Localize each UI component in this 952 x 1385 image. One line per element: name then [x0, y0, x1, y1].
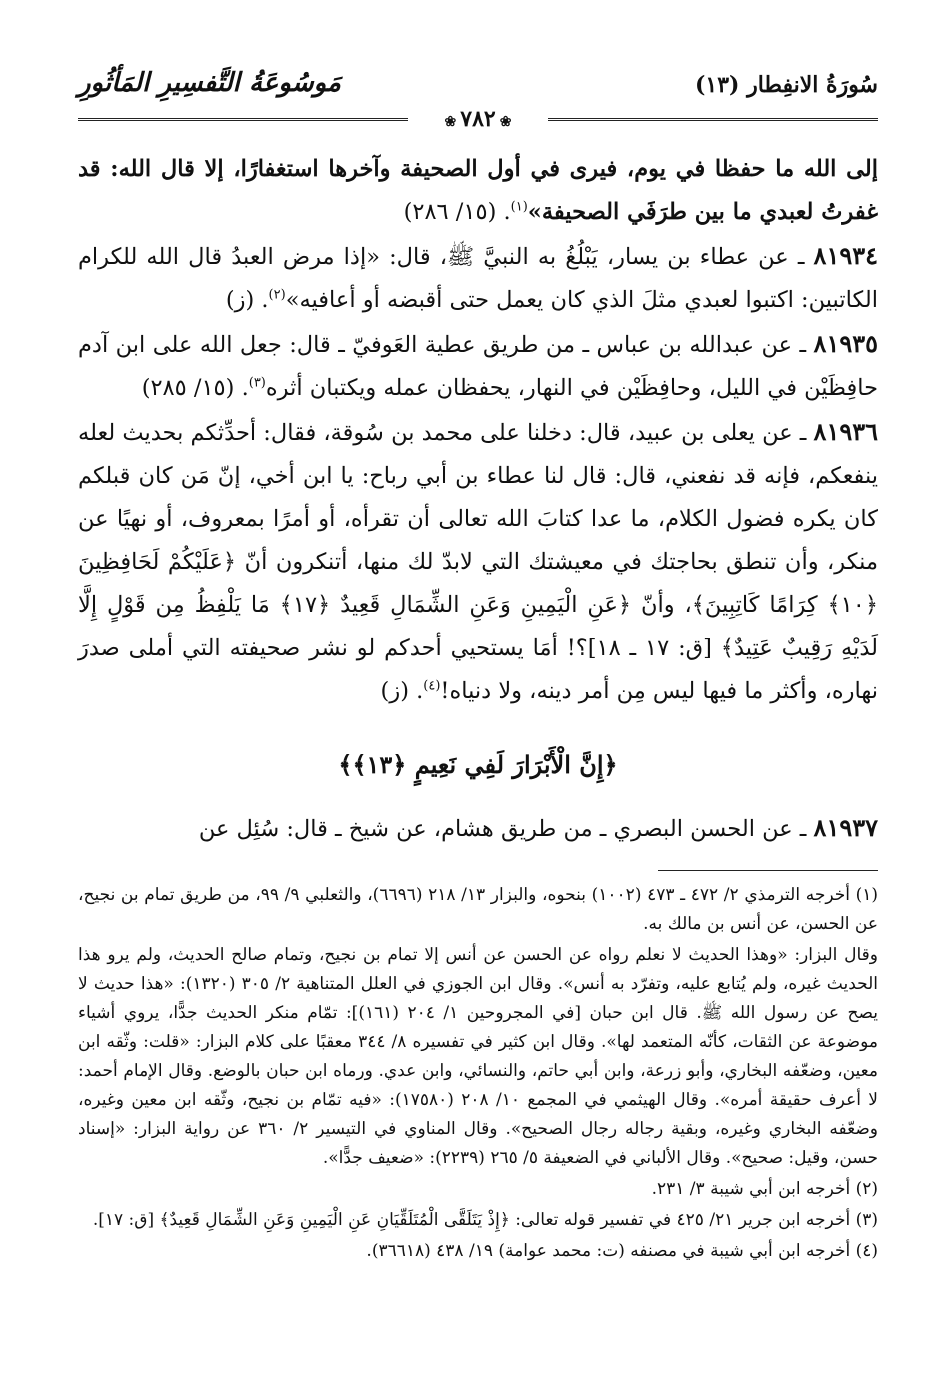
footnote-ref[interactable]: (١): [510, 199, 528, 215]
paragraph: [78, 234, 878, 322]
paragraph-text: إلى الله ما حفظا في يوم، فيرى في أول الصحيفة وآخرها استغفارًا، إلا قال الله: قد غفرتُ لعبدي ما بين طرَفَي الصحيفة»: [78, 156, 878, 225]
page: [78, 60, 879, 1261]
page-header: [78, 60, 878, 132]
footnote: (١) أخرجه الترمذي ٢/ ٤٧٢ ـ ٤٧٣ (١٠٠٢) بنحوه، والبزار ١٣/ ٢١٨ (٦٦٩٦)، والثعلبي ٩/ ٩٩، من طريق تمام بن نجيح، عن الحسن، عن أنس بن مالك به.: [78, 885, 878, 934]
hadith-number: ٨١٩٣٥: [813, 329, 878, 358]
hadith-number: ٨١٩٣٧: [813, 813, 878, 842]
footnote-ref[interactable]: (٤): [423, 678, 441, 694]
surah-title: سُورَةُ الانفِطار (١٣): [694, 72, 878, 98]
paragraph: [78, 148, 878, 234]
footnote-separator: [658, 870, 878, 871]
paragraph-tail: . (١٥/ ٢٨٥): [141, 375, 249, 401]
footnotes: [78, 870, 878, 1268]
paragraph-tail: . (ز): [225, 287, 269, 313]
paragraph-text: ـ عن يعلى بن عبيد، قال: دخلنا على محمد بن سُوقة، فقال: أحدِّثكم بحديث لعله ينفعكم، فإنه قد نفعني، قال: قال لنا عطاء بن أبي رباح: يا ابن أخي، إنّ مَن كان قبلكم كان يكره فضول الكلام، ما عدا كتابَ الله تعالى أن تقرأه، أو أمرًا بمعروف، أو نهيًا عن منكر، وأن تنطق بحاجتك في معيشتك التي لابدّ لك منها، أتنكرون أنّ ﴿عَلَيْكُمْ لَحَافِظِينَ ﴿١٠﴾ كِرَامًا كَاتِبِينَ﴾، وأنّ ﴿عَنِ الْيَمِينِ وَعَنِ الشِّمَالِ قَعِيدٌ ﴿١٧﴾ مَا يَلْفِظُ مِن قَوْلٍ إِلَّا لَدَيْهِ رَقِيبٌ عَتِيدٌ﴾ [ق: ١٧ ـ ١٨]؟! أمَا يستحيي أحدكم لو نشر صحيفته التي أملى صدرَ نهاره، وأكثر ما فيها ليس مِن أمر دينه، ولا دنياه!: [78, 420, 879, 704]
header-rule-right: [548, 118, 878, 121]
paragraph-text: ـ عن عطاء بن يسار، يَبْلُغُ به النبيَّ ﷺ، قال: «إذا مرض العبدُ قال الله للكرام الكاتبين: اكتبوا لعبدي مثلَ الذي كان يعمل حتى أقبضه أو أعافيه»: [78, 244, 878, 313]
ornament-icon: ❀: [499, 114, 512, 130]
paragraph-tail: . (١٥/ ٢٨٦): [403, 199, 511, 225]
paragraph-text: ـ عن عبدالله بن عباس ـ من طريق عطية العَوفيّ ـ قال: جعل الله على ابن آدم حافِظَيْن في الليل، وحافِظَيْن في النهار، يحفظان عمله ويكتبان أثره: [78, 332, 878, 401]
verse-heading: ﴿إِنَّ الْأَبْرَارَ لَفِي نَعِيمٍ ﴿١٣﴾﴾: [338, 750, 618, 779]
ornament-icon: ❀: [444, 114, 457, 130]
hadith-number: ٨١٩٣٦: [813, 417, 878, 446]
page-number-text: ٧٨٢: [460, 106, 496, 132]
footnote: (٤) أخرجه ابن أبي شيبة في مصنفه (ت: محمد عوامة) ١٩/ ٤٣٨ (٣٦٦١٨).: [366, 1241, 878, 1261]
page-number: [423, 106, 533, 132]
paragraph: [78, 410, 878, 713]
paragraph: [78, 806, 878, 851]
paragraph-text: ـ عن الحسن البصري ـ من طريق هشام، عن شيخ ـ قال: سُئِل عن: [198, 816, 814, 842]
book-title: مَوسُوعَةُ التَّفسِيرِ المَأثُورِ: [78, 68, 341, 98]
footnote: (٢) أخرجه ابن أبي شيبة ٣/ ٢٣١.: [651, 1179, 878, 1199]
footnote-ref[interactable]: (٣): [248, 375, 266, 391]
footnote-ref[interactable]: (٢): [268, 287, 286, 303]
header-rule-left: [78, 118, 408, 121]
footnote: (٣) أخرجه ابن جرير ٢١/ ٤٢٥ في تفسير قوله تعالى: ﴿إِذْ يَتَلَقَّى الْمُتَلَقِّيَانِ عَنِ الْيَمِينِ وَعَنِ الشِّمَالِ قَعِيدٌ﴾ [ق: ١٧].: [92, 1210, 878, 1230]
hadith-number: ٨١٩٣٤: [813, 241, 878, 270]
main-text: [78, 148, 878, 851]
paragraph-tail: . (ز): [380, 678, 424, 704]
footnote: وقال البزار: «وهذا الحديث لا نعلم رواه عن الحسن عن أنس إلا تمام بن نجيح، وتمام صالح الحديث، ولم يرو هذا الحديث غيره، ولم يُتابع عليه، وتفرّد به أنس». وقال ابن الجوزي في العلل المتناهية ٢/ ٣٠٥ (١٣٢٠): «هذا حديث لا يصح عن رسول الله ﷺ. قال ابن حبان [في المجروحين ١/ ٢٠٤ (١٦١)]: تمّام منكر الحديث جدًّا، يروي أشياء موضوعة عن الثقات، كأنّه المتعمد لها». وقال ابن كثير في تفسيره ٨/ ٣٤٤ معقبًا على كلام البزار: «قلت: وثّقه ابن معين، وضعّفه البخاري، وأبو زرعة، وابن أبي حاتم، والنسائي، وابن عدي. ورماه ابن حبان بالوضع. وقال الإمام أحمد: لا أعرف حقيقة أمره». وقال الهيثمي في المجمع ١٠/ ٢٠٨ (١٧٥٨٠): «فيه تمّام بن نجيح، وثّقه ابن معين وغيره، وضعّفه البخاري وغيره، وبقية رجاله رجال الصحيح». وقال المناوي في التيسير ٢/ ٣٦٠ عن رواية البزار: «إسناد حسن، وقيل: صحيح». وقال الألباني في الضعيفة ٥/ ٢٦٥ (٢٢٣٩): «ضعيف جدًّا».: [78, 945, 879, 1168]
paragraph: [78, 322, 878, 410]
